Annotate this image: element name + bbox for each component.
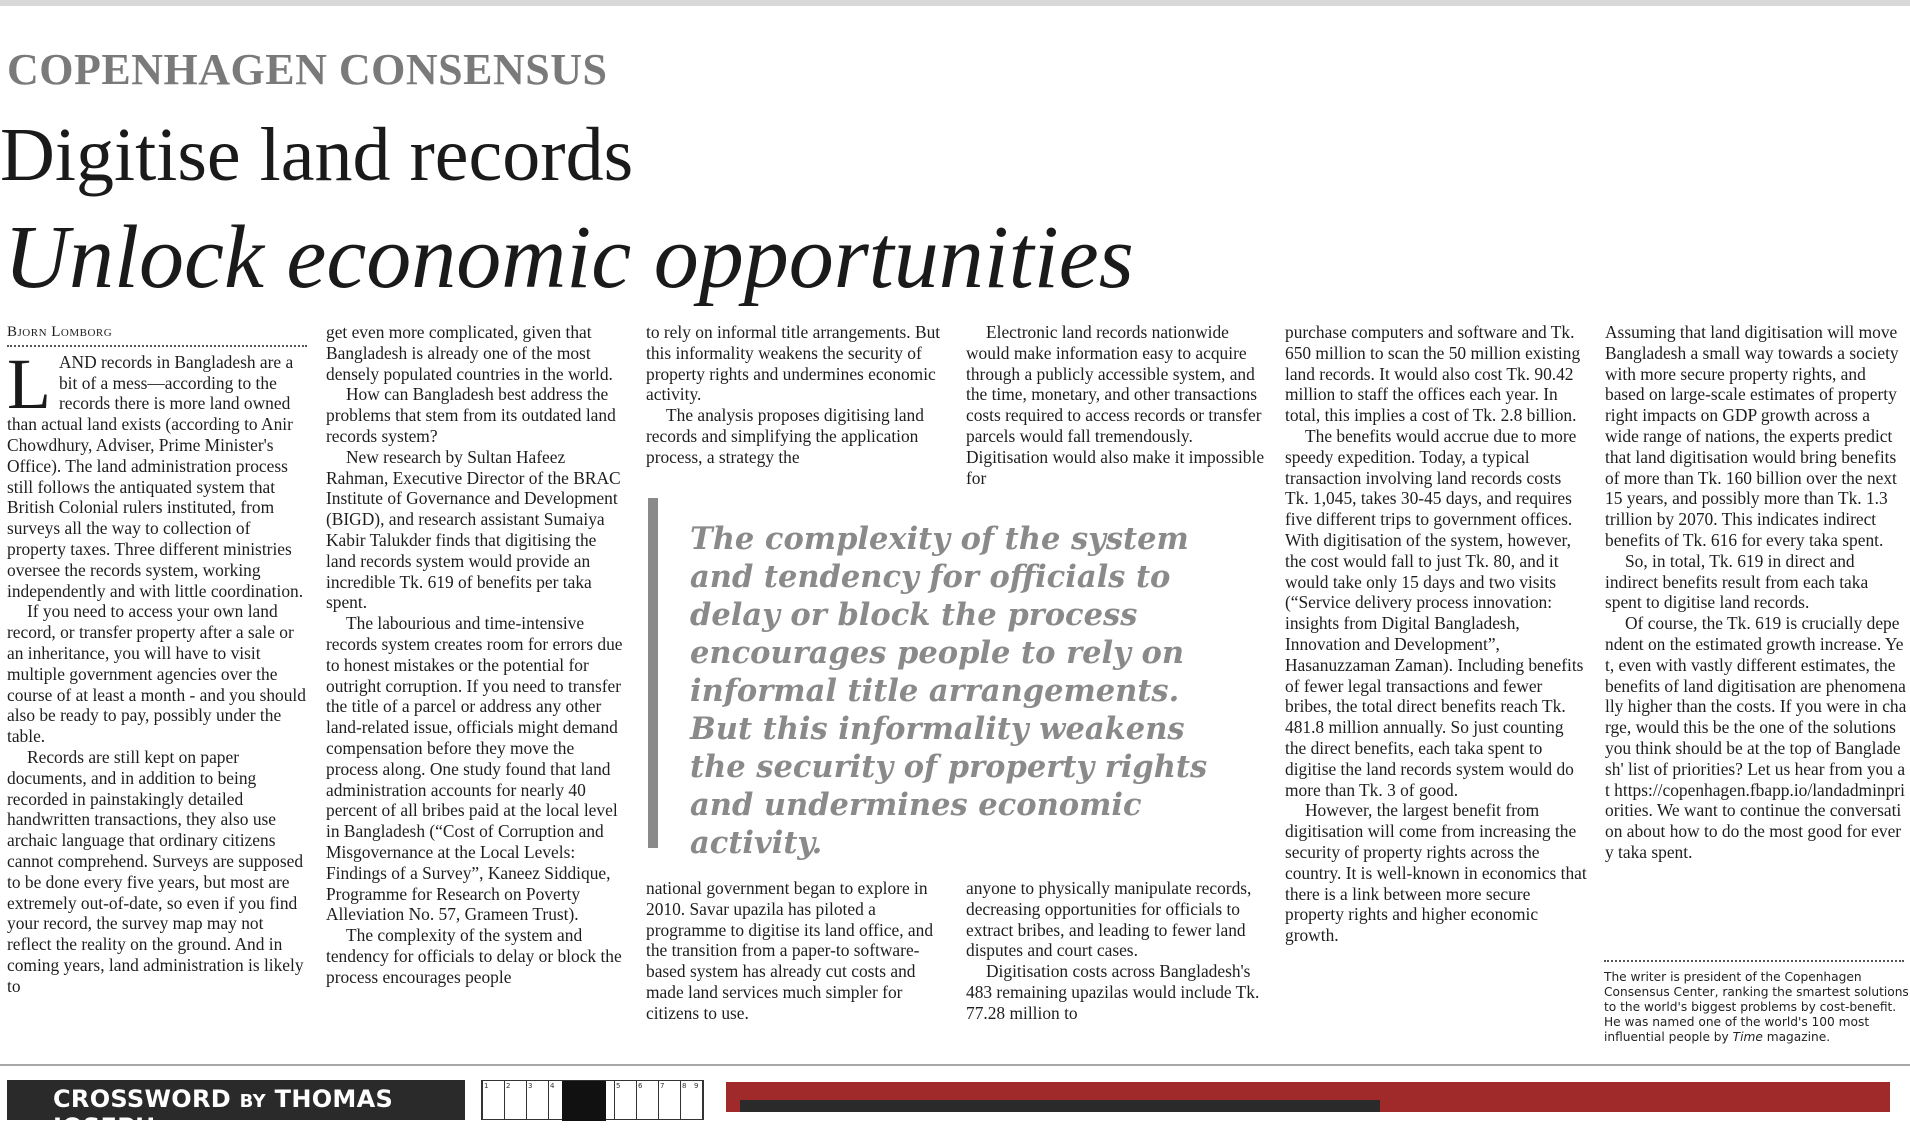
subheadline: Unlock economic opportunities [4,208,1134,307]
byline: Bjorn Lomborg [7,322,307,347]
paragraph: Digitisation costs across Bangladesh's 483 remaining upazilas would include Tk. 77.28 million to [966,961,1260,1023]
paragraph: get even more complicated, given that Bangladesh is already one of the most densely populated countries in the world. [326,322,613,384]
crossword-banner: CROSSWORD BY THOMAS JOSEPH [7,1080,465,1120]
pull-quote: The complexity of the system and tendency for officials to delay or block the process encourages people to rely on informal title arrangements. But this informality weakens the security of property rights and undermines economic activity. [690,521,1208,861]
author-note: The writer is president of the Copenhagen Consensus Center, ranking the smartest solutions to the world's biggest problems by cost-benefit. He was named one of the world's 100 most influential people by Time magazine. [1604,970,1909,1044]
crossword-grid: 1 2 3 4 5 6 7 8 9 [481,1080,704,1120]
drop-cap: L [7,343,51,424]
section-kicker: COPENHAGEN CONSENSUS [7,45,608,94]
article-column-5 [1285,322,1587,946]
paragraph: The complexity of the system and tendency for officials to delay or block the process encourages people [326,925,622,987]
advertisement-inner [740,1100,1380,1112]
article-column-4-bottom [966,878,1266,1024]
paragraph: Of course, the Tk. 619 is crucially dependent on the estimated growth increase. Yet, even with vastly different estimates, the benefits of land digitisation are phenomenally higher than the costs. If you were in charge, would this be the one of the solutions you think should be at the top of Bangladesh' list of priorities? Let us hear from you at https://copenhagen.fbapp.io/landadminpriorities. We want to continue the conversation about how to do the most good for every taka spent. [1605,613,1907,862]
article-column-1 [7,322,307,997]
top-rule [0,0,1910,6]
paragraph: national government began to explore in 2010. Savar upazila has piloted a programme to digitise its land office, and the transition from a paper-to software-based system has already cut costs and made land services much simpler for citizens to use. [646,878,934,1023]
paragraph: New research by Sultan Hafeez Rahman, Executive Director of the BRAC Institute of Governance and Development (BIGD), and research assistant Sumaiya Kabir Talukder finds that digitising the land records system would provide an incredible Tk. 619 of benefits per taka spent. [326,446,621,613]
paragraph: So, in total, Tk. 619 in direct and indirect benefits result from each taka spent to digitise land records. [1605,550,1869,613]
paragraph: If you need to access your own land record, or transfer property after a sale or an inheritance, you will have to visit multiple government agencies over the course of at least a month - and you should also be ready to pay, possibly under the table. [7,601,306,747]
advertisement-banner [726,1082,1890,1112]
article-column-3-bottom [646,878,946,1024]
paragraph: to rely on informal title arrangements. But this informality weakens the security of property rights and undermines economic activity. [646,322,941,405]
paragraph: How can Bangladesh best address the problems that stem from its outdated land records system? [326,384,616,446]
article-column-4-top [966,322,1266,488]
paragraph: purchase computers and software and Tk. 650 million to scan the 50 million existing land records. It would also cost Tk. 90.42 million to staff the offices each year. In total, this implies a cost of Tk. 2.8 billion. [1285,322,1581,426]
bottom-rule [0,1064,1910,1066]
paragraph: Records are still kept on paper documents, and in addition to being recorded in painstakingly detailed handwritten transactions, they also use archaic language that ordinary citizens cannot comprehend. Surveys are supposed to be done every five years, but most are extremely out-of-date, so even if you find your record, the survey map may not reflect the reality on the ground. And in coming years, land administration is likely to [7,746,304,996]
paragraph: LAND records in Bangladesh are a bit of a mess—according to the records there is more land owned than actual land exists (according to Anir Chowdhury, Adviser, Prime Minister's Office). The land administration process still follows the antiquated system that British Colonial rulers instituted, from surveys all the way to collection of property taxes. Three different ministries oversee the records system, working independently and with little coordination. [7,343,304,601]
author-note-rule [1604,960,1904,962]
article-column-6 [1605,322,1907,863]
paragraph: Assuming that land digitisation will move Bangladesh a small way towards a society with more secure property rights, and based on large-scale estimates of property right impacts on GDP growth across a wide range of nations, the experts predict that land digitisation would bring benefits of more than Tk. 160 billion over the next 15 years, and possibly more than Tk. 1.3 trillion by 2070. This indicates indirect benefits of Tk. 616 for every taka spent. [1605,322,1899,550]
paragraph: However, the largest benefit from digitisation will come from increasing the security of property rights across the country. It is well-known in economics that there is a link between more secure property rights and higher economic growth. [1285,800,1587,946]
paragraph: The analysis proposes digitising land records and simplifying the application process, a strategy the [646,405,924,467]
paragraph: Electronic land records nationwide would make information easy to acquire through a publicly accessible system, and the time, monetary, and other transactions costs required to access records or transfer parcels would fall tremendously. Digitisation would also make it impossible for [966,322,1265,488]
headline: Digitise land records [0,113,634,197]
pull-quote-bar [648,498,658,848]
article-column-3-top [646,322,944,468]
paragraph: The labourious and time-intensive records system creates room for errors due to honest mistakes or the potential for outright corruption. If you need to transfer the title of a parcel or address any other land-related issue, officials might demand compensation before they move the process along. One study found that land administration accounts for nearly 40 percent of all bribes paid at the local level in Bangladesh (“Cost of Corruption and Misgovernance at the Local Levels: Findings of a Survey”, Kaneez Siddique, Programme for Research on Poverty Alleviation No. 57, Grameen Trust). [326,613,623,925]
paragraph: anyone to physically manipulate records, decreasing opportunities for officials to extract bribes, and leading to fewer land disputes and court cases. [966,878,1252,961]
paragraph: The benefits would accrue due to more speedy expedition. Today, a typical transaction involving land records costs Tk. 1,045, takes 30-45 days, and requires five different trips to government offices. With digitisation of the system, however, the cost would fall to just Tk. 80, and it would take only 15 days and two visits (“Service delivery process innovation: insights from Digital Bangladesh, Innovation and Development”, Hasanuzzaman Zaman). Including benefits of fewer legal transactions and fewer bribes, the total direct benefits reach Tk. 481.8 million annually. So just counting the direct benefits, each taka spent to digitise the land records system would do more than Tk. 3 of good. [1285,425,1584,800]
article-column-2 [326,322,628,988]
crossword-black-cell [562,1081,606,1121]
